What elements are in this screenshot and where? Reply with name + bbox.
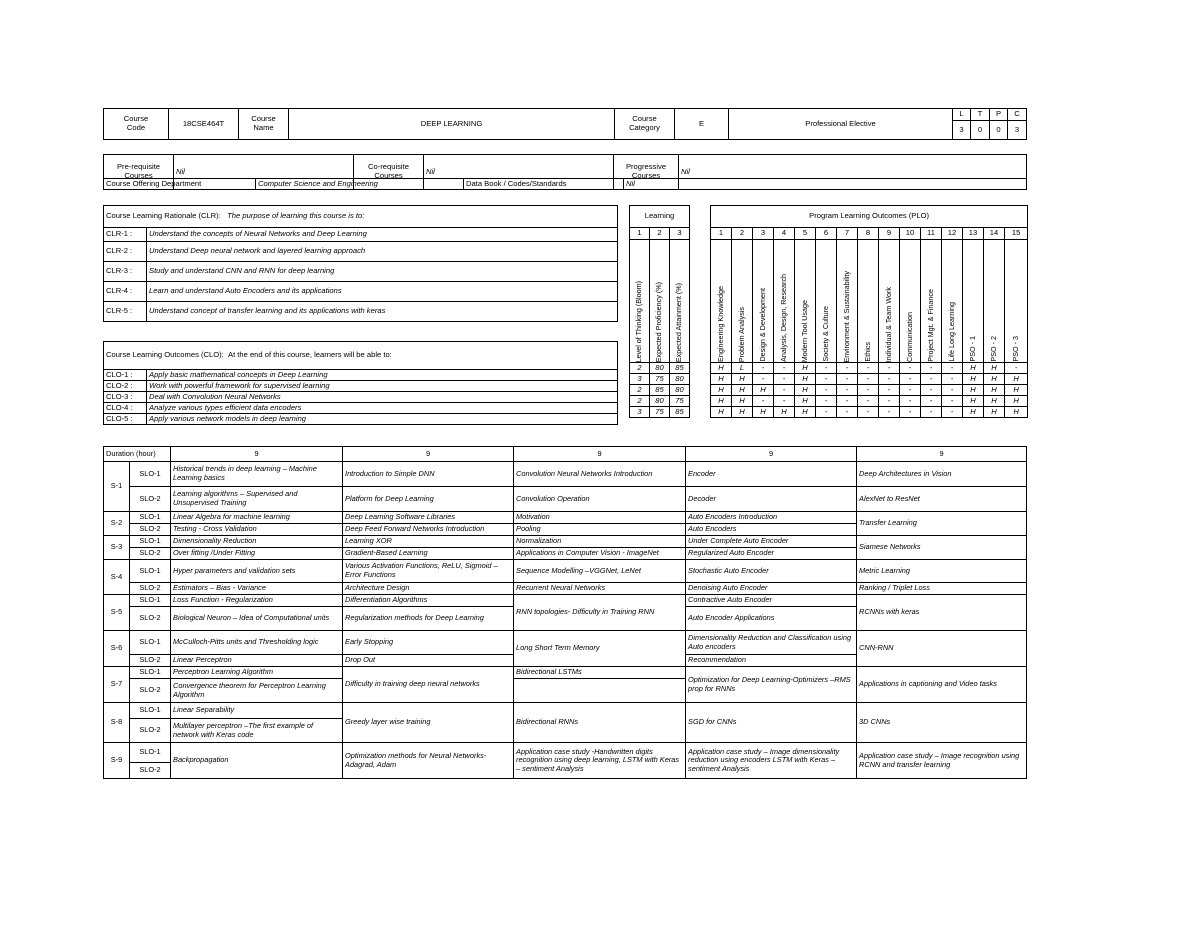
category-name: Professional Elective: [729, 109, 953, 140]
schedule-table: [103, 446, 1027, 779]
topic-cell: Various Activation Functions, ReLU, Sigmoid – Error Functions: [343, 560, 514, 583]
learning-value: 85: [670, 407, 690, 418]
clr-table: [103, 205, 618, 322]
plo-header: Modern Tool Usage: [795, 240, 816, 363]
topic-cell: Learning algorithms – Supervised and Unsupervised Training: [171, 487, 343, 512]
topic-cell: Early Stopping: [343, 631, 514, 655]
learning-value: 2: [630, 396, 650, 407]
topic-cell: Optimization methods for Neural Networks-Adagrad, Adam: [343, 743, 514, 779]
session-label: S-6: [104, 631, 130, 667]
plo-num: 13: [963, 228, 984, 240]
plo-value: -: [816, 396, 837, 407]
learning-header: Expected Attainment (%): [670, 240, 690, 363]
learning-header: Level of Thinking (Bloom): [630, 240, 650, 363]
plo-value: -: [900, 385, 921, 396]
topic-cell: Introduction to Simple DNN: [343, 462, 514, 487]
coreq-label: Co-requisite Courses: [354, 155, 424, 190]
topic-cell: Over fitting /Under Fitting: [171, 548, 343, 560]
ltpc-label: C: [1008, 109, 1027, 121]
plo-value: H: [984, 385, 1005, 396]
clo-id: CLO-4 :: [104, 403, 147, 414]
topic-cell: Linear Algebra for machine learning: [171, 512, 343, 524]
plo-num: 11: [921, 228, 942, 240]
plo-value: -: [879, 363, 900, 374]
plo-value: H: [732, 407, 753, 418]
clo-text: Work with powerful framework for supervised learning: [147, 381, 618, 392]
topic-cell: Dimensionality Reduction: [171, 536, 343, 548]
prereq-value: Nil: [174, 155, 354, 190]
session-label: S-1: [104, 462, 130, 512]
ltpc-label: T: [971, 109, 990, 121]
clo-text: Apply various network models in deep learning: [147, 414, 618, 425]
plo-value: H: [753, 407, 774, 418]
learning-value: 80: [670, 385, 690, 396]
topic-cell: Deep Learning Software Libraries: [343, 512, 514, 524]
topic-cell: Bidirectional LSTMs: [514, 667, 686, 679]
hours-cell: 9: [857, 447, 1027, 462]
topic-cell: Metric Learning: [857, 560, 1027, 583]
plo-header: Problem Analysis: [732, 240, 753, 363]
clr-text: Learn and understand Auto Encoders and its applications: [147, 282, 618, 302]
topic-cell: Dimensionality Reduction and Classification using Auto encoders: [686, 631, 857, 655]
topic-cell: Auto Encoder Applications: [686, 607, 857, 631]
slo-label: SLO-1: [130, 667, 171, 679]
topic-cell: Testing - Cross Validation: [171, 524, 343, 536]
course-code: 18CSE464T: [169, 109, 239, 140]
plo-value: H: [711, 385, 732, 396]
topic-cell: Loss Function - Regularization: [171, 595, 343, 607]
course-category: E: [675, 109, 729, 140]
plo-value: -: [942, 363, 963, 374]
plo-value: -: [858, 407, 879, 418]
topic-cell: Convolution Operation: [514, 487, 686, 512]
topic-cell: Bidirectional RNNs: [514, 703, 686, 743]
plo-value: -: [879, 385, 900, 396]
topic-cell: Encoder: [686, 462, 857, 487]
clr-id: CLR-1 :: [104, 228, 147, 242]
learning-value: 2: [630, 385, 650, 396]
hours-cell: 9: [171, 447, 343, 462]
plo-num: 5: [795, 228, 816, 240]
clr-text: Study and understand CNN and RNN for deep learning: [147, 262, 618, 282]
session-label: S-2: [104, 512, 130, 536]
topic-cell: Pooling: [514, 524, 686, 536]
plo-value: H: [711, 374, 732, 385]
plo-num: 9: [879, 228, 900, 240]
slo-label: SLO-1: [130, 512, 171, 524]
clr-id: CLR-3 :: [104, 262, 147, 282]
plo-value: H: [984, 396, 1005, 407]
plo-value: -: [858, 385, 879, 396]
topic-cell: Regularized Auto Encoder: [686, 548, 857, 560]
learning-value: 75: [650, 374, 670, 385]
plo-value: -: [837, 407, 858, 418]
clo-title-row: Course Learning Outcomes (CLO): At the end of this course, learners will be able to:: [104, 342, 618, 370]
plo-num: 10: [900, 228, 921, 240]
topic-cell: Stochastic Auto Encoder: [686, 560, 857, 583]
learning-num: 3: [670, 228, 690, 240]
topic-cell: SGD for CNNs: [686, 703, 857, 743]
topic-cell: Drop Out: [343, 655, 514, 667]
topic-cell: AlexNet to ResNet: [857, 487, 1027, 512]
plo-value: -: [879, 407, 900, 418]
topic-cell: Under Complete Auto Encoder: [686, 536, 857, 548]
slo-label: SLO-1: [130, 595, 171, 607]
plo-header: Design & Development: [753, 240, 774, 363]
topic-cell: Deep Feed Forward Networks Introduction: [343, 524, 514, 536]
topic-cell: Transfer Learning: [857, 512, 1027, 536]
department-table: [103, 178, 1027, 190]
topic-cell: Normalization: [514, 536, 686, 548]
topic-cell: Estimators – Bias - Variance: [171, 583, 343, 595]
plo-header: PSO - 1: [963, 240, 984, 363]
plo-title: Program Learning Outcomes (PLO): [711, 206, 1028, 228]
clr-text: Understand the concepts of Neural Networks and Deep Learning: [147, 228, 618, 242]
plo-value: -: [837, 374, 858, 385]
plo-header: Analysis, Design, Research: [774, 240, 795, 363]
plo-value: -: [816, 374, 837, 385]
dept-value: Computer Science and Engineering: [256, 179, 464, 190]
plo-value: H: [711, 407, 732, 418]
coreq-value: Nil: [424, 155, 614, 190]
clr-id: CLR-5 :: [104, 302, 147, 322]
plo-num: 4: [774, 228, 795, 240]
topic-cell: Platform for Deep Learning: [343, 487, 514, 512]
progressive-label: Progressive Courses: [614, 155, 679, 190]
session-label: S-5: [104, 595, 130, 631]
course-name-label: Course Name: [239, 109, 289, 140]
plo-value: L: [732, 363, 753, 374]
ltpc-value: 0: [990, 121, 1008, 140]
plo-value: H: [984, 363, 1005, 374]
topic-cell: Biological Neuron – Idea of Computational units: [171, 607, 343, 631]
plo-value: -: [900, 363, 921, 374]
session-label: S-7: [104, 667, 130, 703]
slo-label: SLO-1: [130, 631, 171, 655]
topic-cell: 3D CNNs: [857, 703, 1027, 743]
slo-label: SLO-2: [130, 763, 171, 779]
topic-cell: Application case study – Image dimensionality reduction using encoders LSTM with Keras – sentiment Analysis: [686, 743, 857, 779]
plo-header: Ethics: [858, 240, 879, 363]
plo-num: 15: [1005, 228, 1028, 240]
ltpc-label: P: [990, 109, 1008, 121]
plo-value: H: [795, 385, 816, 396]
plo-value: -: [1005, 363, 1028, 374]
learning-value: 80: [670, 374, 690, 385]
learning-value: 85: [650, 385, 670, 396]
slo-label: SLO-2: [130, 655, 171, 667]
topic-cell: Backpropagation: [171, 743, 343, 779]
topic-cell: Auto Encoders: [686, 524, 857, 536]
slo-label: SLO-2: [130, 679, 171, 703]
session-label: S-8: [104, 703, 130, 743]
topic-cell: Siamese Networks: [857, 536, 1027, 560]
topic-cell: Historical trends in deep learning – Machine Learning basics: [171, 462, 343, 487]
plo-value: H: [795, 407, 816, 418]
slo-label: SLO-2: [130, 487, 171, 512]
plo-value: H: [1005, 374, 1028, 385]
session-label: S-3: [104, 536, 130, 560]
topic-cell: Application case study – Image recognition using RCNN and transfer learning: [857, 743, 1027, 779]
learning-num: 2: [650, 228, 670, 240]
clr-text: Understand Deep neural network and layered learning approach: [147, 242, 618, 262]
topic-cell: Regularization methods for Deep Learning: [343, 607, 514, 631]
hours-cell: 9: [343, 447, 514, 462]
plo-header: PSO - 3: [1005, 240, 1028, 363]
topic-cell: Hyper parameters and validation sets: [171, 560, 343, 583]
plo-header: Communication: [900, 240, 921, 363]
session-label: S-9: [104, 743, 130, 779]
course-header-table: [103, 108, 1027, 140]
plo-value: H: [1005, 396, 1028, 407]
course-code-label: Course Code: [104, 109, 169, 140]
plo-header: Life Long Learning: [942, 240, 963, 363]
plo-value: -: [942, 374, 963, 385]
topic-cell: Deep Architectures in Vision: [857, 462, 1027, 487]
plo-value: -: [858, 396, 879, 407]
ltpc-value: 3: [1008, 121, 1027, 140]
plo-value: -: [921, 363, 942, 374]
plo-value: H: [753, 385, 774, 396]
plo-header: Society & Culture: [816, 240, 837, 363]
ltpc-label: L: [953, 109, 971, 121]
plo-value: -: [921, 374, 942, 385]
plo-value: -: [816, 407, 837, 418]
plo-value: -: [921, 407, 942, 418]
topic-cell: Sequence Modelling –VGGNet, LeNet: [514, 560, 686, 583]
learning-value: 85: [670, 363, 690, 374]
plo-value: -: [900, 396, 921, 407]
hours-cell: 9: [514, 447, 686, 462]
learning-value: 80: [650, 396, 670, 407]
topic-cell: RCNNs with keras: [857, 595, 1027, 631]
topic-cell: Motivation: [514, 512, 686, 524]
plo-header: Engineering Knowledge: [711, 240, 732, 363]
plo-value: H: [963, 374, 984, 385]
topic-cell: Differentiation Algorithms: [343, 595, 514, 607]
topic-cell: Recurrent Neural Networks: [514, 583, 686, 595]
topic-cell: Applications in Computer Vision - ImageNet: [514, 548, 686, 560]
plo-num: 12: [942, 228, 963, 240]
slo-label: SLO-2: [130, 548, 171, 560]
plo-value: -: [774, 363, 795, 374]
learning-num: 1: [630, 228, 650, 240]
topic-cell: Contractive Auto Encoder: [686, 595, 857, 607]
plo-value: -: [837, 363, 858, 374]
clo-text: Deal with Convolution Neural Networks: [147, 392, 618, 403]
plo-num: 14: [984, 228, 1005, 240]
slo-label: SLO-1: [130, 560, 171, 583]
topic-cell: McCulloch-Pitts units and Thresholding logic: [171, 631, 343, 655]
topic-cell: Optimization for Deep Learning-Optimizers –RMS prop for RNNs: [686, 667, 857, 703]
topic-cell: Applications in captioning and Video tasks: [857, 667, 1027, 703]
slo-label: SLO-2: [130, 719, 171, 743]
plo-value: -: [837, 396, 858, 407]
learning-value: 80: [650, 363, 670, 374]
plo-value: -: [816, 363, 837, 374]
clo-table: [103, 341, 618, 425]
duration-label: Duration (hour): [104, 447, 171, 462]
learning-value: 75: [670, 396, 690, 407]
learning-value: 3: [630, 407, 650, 418]
plo-value: H: [963, 396, 984, 407]
topic-cell: Gradient-Based Learning: [343, 548, 514, 560]
plo-header: Project Mgt. & Finance: [921, 240, 942, 363]
topic-cell: RNN topologies- Difficulty in Training RNN: [514, 595, 686, 631]
clr-title-row: Course Learning Rationale (CLR): The purpose of learning this course is to:: [104, 206, 618, 228]
plo-value: -: [900, 407, 921, 418]
plo-header: Environment & Sustainability: [837, 240, 858, 363]
ltpc-value: 3: [953, 121, 971, 140]
clr-id: CLR-2 :: [104, 242, 147, 262]
learning-header: Expected Proficiency (%): [650, 240, 670, 363]
hours-cell: 9: [686, 447, 857, 462]
plo-value: -: [942, 385, 963, 396]
topic-cell: Perceptron Learning Algorithm: [171, 667, 343, 679]
topic-cell: Decoder: [686, 487, 857, 512]
slo-label: SLO-2: [130, 607, 171, 631]
learning-value: 75: [650, 407, 670, 418]
topic-cell: Learning XOR: [343, 536, 514, 548]
topic-cell: Convolution Neural Networks Introduction: [514, 462, 686, 487]
topic-cell: Ranking / Triplet Loss: [857, 583, 1027, 595]
plo-value: -: [921, 385, 942, 396]
topic-cell: Architecture Design: [343, 583, 514, 595]
topic-cell: Linear Separability: [171, 703, 343, 719]
plo-value: H: [711, 396, 732, 407]
plo-num: 3: [753, 228, 774, 240]
plo-value: -: [921, 396, 942, 407]
plo-value: H: [963, 363, 984, 374]
clo-id: CLO-1 :: [104, 370, 147, 381]
plo-num: 7: [837, 228, 858, 240]
topic-cell: Difficulty in training deep neural networks: [343, 667, 514, 703]
plo-header: PSO - 2: [984, 240, 1005, 363]
plo-value: H: [711, 363, 732, 374]
topic-cell: Long Short Term Memory: [514, 631, 686, 667]
prereq-label: Pre-requisite Courses: [104, 155, 174, 190]
plo-header: Individual & Team Work: [879, 240, 900, 363]
clo-id: CLO-5 :: [104, 414, 147, 425]
slo-label: SLO-1: [130, 703, 171, 719]
plo-value: H: [1005, 385, 1028, 396]
plo-value: -: [879, 396, 900, 407]
plo-value: H: [963, 385, 984, 396]
plo-value: -: [774, 374, 795, 385]
plo-value: H: [1005, 407, 1028, 418]
clr-text: Understand concept of transfer learning and its applications with keras: [147, 302, 618, 322]
learning-value: 2: [630, 363, 650, 374]
clo-text: Analyze various types efficient data encoders: [147, 403, 618, 414]
progressive-value: Nil: [679, 155, 1027, 190]
slo-label: SLO-2: [130, 524, 171, 536]
clr-id: CLR-4 :: [104, 282, 147, 302]
topic-cell: Convergence theorem for Perceptron Learning Algorithm: [171, 679, 343, 703]
plo-num: 2: [732, 228, 753, 240]
topic-cell: Application case study -Handwritten digits recognition using deep learning, LSTM with Keras – sentiment Analysis: [514, 743, 686, 779]
plo-value: H: [732, 374, 753, 385]
topic-cell: Greedy layer wise training: [343, 703, 514, 743]
slo-label: SLO-1: [130, 462, 171, 487]
slo-label: SLO-1: [130, 743, 171, 763]
plo-value: H: [984, 374, 1005, 385]
plo-num: 8: [858, 228, 879, 240]
plo-value: H: [795, 396, 816, 407]
plo-value: -: [774, 385, 795, 396]
plo-table: [710, 205, 1028, 418]
databook-value: Nil: [624, 179, 1027, 190]
clo-id: CLO-3 :: [104, 392, 147, 403]
plo-num: 6: [816, 228, 837, 240]
session-label: S-4: [104, 560, 130, 595]
plo-value: -: [900, 374, 921, 385]
dept-label: Course Offering Department: [104, 179, 256, 190]
slo-label: SLO-2: [130, 583, 171, 595]
plo-value: H: [984, 407, 1005, 418]
plo-value: -: [753, 396, 774, 407]
plo-value: -: [858, 374, 879, 385]
course-name: DEEP LEARNING: [289, 109, 615, 140]
plo-value: -: [774, 396, 795, 407]
plo-value: -: [942, 407, 963, 418]
plo-value: H: [963, 407, 984, 418]
topic-cell: Denoising Auto Encoder: [686, 583, 857, 595]
course-category-label: Course Category: [615, 109, 675, 140]
plo-value: -: [858, 363, 879, 374]
learning-table: [629, 205, 690, 418]
plo-value: -: [837, 385, 858, 396]
plo-value: H: [732, 385, 753, 396]
slo-label: SLO-1: [130, 536, 171, 548]
learning-title: Learning: [630, 206, 690, 228]
plo-value: H: [774, 407, 795, 418]
plo-value: -: [879, 374, 900, 385]
topic-cell: Linear Perceptron: [171, 655, 343, 667]
plo-value: -: [816, 385, 837, 396]
plo-value: H: [795, 374, 816, 385]
plo-value: H: [795, 363, 816, 374]
topic-cell: Multilayer perceptron –The first example of network with Keras code: [171, 719, 343, 743]
clr-purpose: The purpose of learning this course is to:: [227, 211, 365, 221]
topic-cell: Recommendation: [686, 655, 857, 667]
plo-value: -: [753, 374, 774, 385]
topic-cell: CNN-RNN: [857, 631, 1027, 667]
topic-cell: [514, 679, 686, 703]
clo-text: Apply basic mathematical concepts in Deep Learning: [147, 370, 618, 381]
plo-value: H: [732, 396, 753, 407]
plo-value: -: [942, 396, 963, 407]
clo-intro: At the end of this course, learners will be able to:: [228, 350, 392, 360]
ltpc-value: 0: [971, 121, 990, 140]
topic-cell: Auto Encoders Introduction: [686, 512, 857, 524]
learning-value: 3: [630, 374, 650, 385]
plo-num: 1: [711, 228, 732, 240]
clo-id: CLO-2 :: [104, 381, 147, 392]
databook-label: Data Book / Codes/Standards: [464, 179, 624, 190]
plo-value: -: [753, 363, 774, 374]
